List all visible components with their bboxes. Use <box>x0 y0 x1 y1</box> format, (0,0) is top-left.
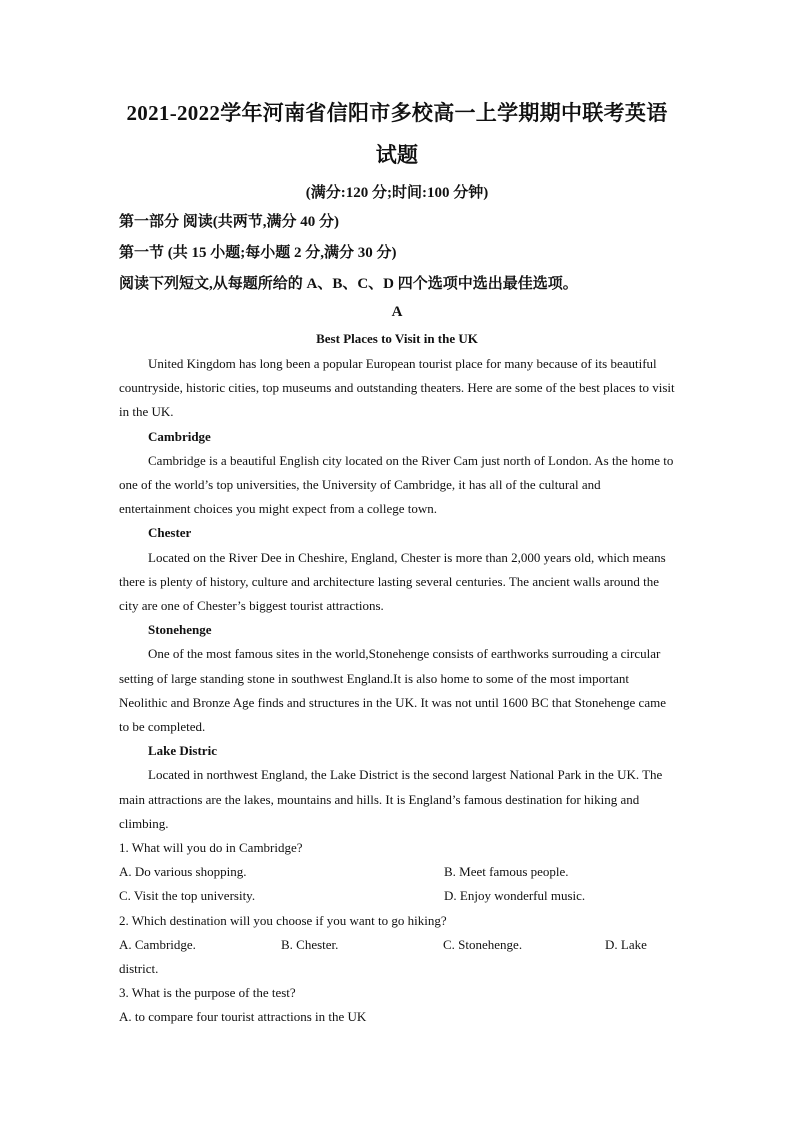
document-title-line2: 试题 <box>375 143 419 167</box>
option-a: A. Do various shopping. <box>119 864 247 880</box>
option-b: B. Chester. <box>281 936 339 952</box>
passage-label: A <box>391 304 403 320</box>
place-text: One of the most famous sites in the world,Stonehenge consists of earthworks surrouding a circular setting of large standing stone in southwest England.It is also home to some of the most important Neolithic and Bronze Age finds and structures in the UK. It was not until 1600 BC that Stonehenge came to be completed. <box>119 646 666 735</box>
option-d: D. Lake <box>605 936 647 952</box>
question-options <box>119 860 675 884</box>
place-text: Cambridge is a beautiful English city located on the River Cam just north of London. As the home to one of the world’s top universities, the University of Cambridge, it has all of the cultural and entertainment choices you might expect from a college town. <box>119 452 674 517</box>
exam-info: (满分:120 分;时间:100 分钟) <box>305 185 489 201</box>
option-c: C. Stonehenge. <box>443 936 523 952</box>
option-a: A. Cambridge. <box>119 936 196 952</box>
option-d: D. Enjoy wonderful music. <box>444 888 586 904</box>
place-heading: Lake Distric <box>148 743 217 759</box>
place-heading: Stonehenge <box>148 622 212 638</box>
document-title-line1: 2021-2022学年河南省信阳市多校高一上学期期中联考英语 <box>126 101 668 125</box>
place-text: Located on the River Dee in Cheshire, England, Chester is more than 2,000 years old, which means there is plenty of history, culture and architecture lasting several centuries. The ancient walls around the city are one of Chester’s biggest tourist attractions. <box>119 549 666 614</box>
option-b: B. Meet famous people. <box>444 864 569 880</box>
option-continuation: district. <box>119 961 159 977</box>
question-stem: 1. What will you do in Cambridge? <box>119 840 303 856</box>
question-options <box>119 884 675 908</box>
option-c: C. Visit the top university. <box>119 888 256 904</box>
option-a: A. to compare four tourist attractions in the UK <box>119 1009 367 1025</box>
section-heading: 第一节 (共 15 小题;每小题 2 分,满分 30 分) <box>119 245 397 261</box>
passage-title: Best Places to Visit in the UK <box>316 331 478 346</box>
passage-intro: United Kingdom has long been a popular European tourist place for many because of its beautiful countryside, historic cities, top museums and outstanding theaters. Here are some of the best places to visit in the UK. <box>119 356 675 420</box>
place-heading: Chester <box>148 525 192 541</box>
passage-body <box>119 352 675 1030</box>
place-heading: Cambridge <box>148 428 211 444</box>
instruction-text: 阅读下列短文,从每题所给的 A、B、C、D 四个选项中选出最佳选项。 <box>119 276 578 292</box>
question-options <box>119 933 675 957</box>
part-heading: 第一部分 阅读(共两节,满分 40 分) <box>119 214 339 230</box>
place-text: Located in northwest England, the Lake District is the second largest National Park in the UK. The main attractions are the lakes, mountains and hills. It is England’s famous destination for hiking and climbing. <box>119 767 663 831</box>
question-stem: 2. Which destination will you choose if you want to go hiking? <box>119 912 447 928</box>
question-stem: 3. What is the purpose of the test? <box>119 985 296 1001</box>
